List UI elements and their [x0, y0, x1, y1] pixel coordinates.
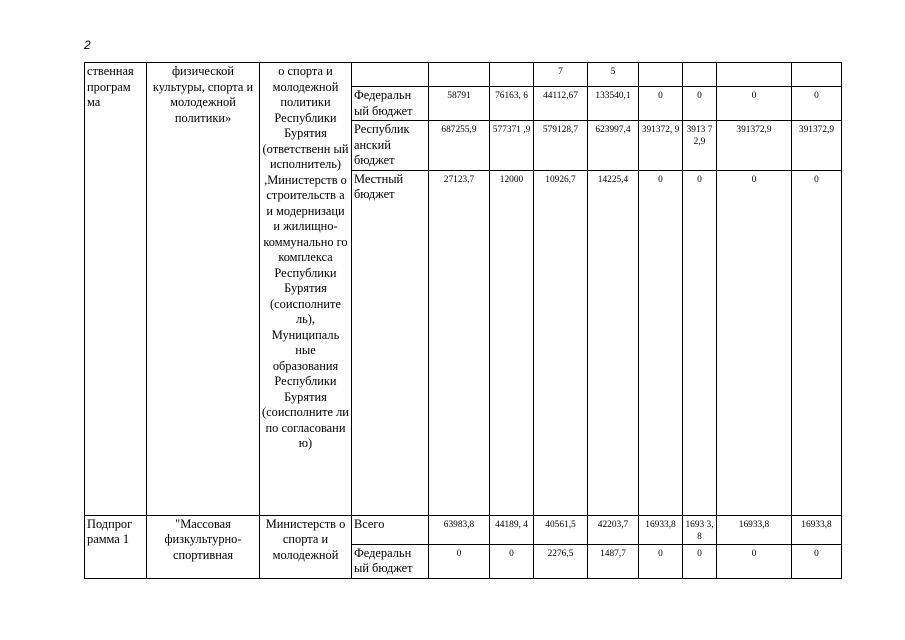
value-cell: 1487,7 [588, 544, 639, 578]
executor-cell: о спорта и молодежной политики Республики Бурятия (ответственн ый исполнитель) ,Министерств о строительств а и модернизаци и жилищно- коммунально го комплекса Республики Бурятия (соисполните ль), Муниципаль ные образования Республики Бурятия (соисполните ли по согласовани ю) [260, 63, 352, 516]
table-row [85, 515, 842, 544]
funding-source: Местный бюджет [352, 170, 429, 515]
header-col-7 [717, 63, 792, 87]
header-col-4: 5 [588, 63, 639, 87]
value-cell: 44189, 4 [490, 515, 534, 544]
header-col-1 [429, 63, 490, 87]
value-cell: 16933,8 [717, 515, 792, 544]
value-cell: 0 [717, 544, 792, 578]
value-cell: 0 [717, 170, 792, 515]
value-cell: 0 [683, 170, 717, 515]
value-cell: 14225,4 [588, 170, 639, 515]
funding-source: Всего [352, 515, 429, 544]
value-cell: 63983,8 [429, 515, 490, 544]
status-cell: Подпрог рамма 1 [85, 515, 147, 578]
value-cell: 42203,7 [588, 515, 639, 544]
value-cell: 0 [792, 544, 842, 578]
value-cell: 76163, 6 [490, 87, 534, 121]
value-cell: 27123,7 [429, 170, 490, 515]
funding-source: Федеральн ый бюджет [352, 544, 429, 578]
value-cell: 2276,5 [534, 544, 588, 578]
header-col-3: 7 [534, 63, 588, 87]
budget-table [84, 62, 842, 579]
page-number: 2 [84, 38, 91, 52]
value-cell: 623997,4 [588, 121, 639, 171]
header-col-2 [490, 63, 534, 87]
value-cell: 16933,8 [792, 515, 842, 544]
value-cell: 0 [792, 87, 842, 121]
value-cell: 16933,8 [639, 515, 683, 544]
value-cell: 133540,1 [588, 87, 639, 121]
value-cell: 40561,5 [534, 515, 588, 544]
value-cell: 0 [683, 544, 717, 578]
value-cell: 0 [429, 544, 490, 578]
program-name-cell: "Массовая физкультурно- спортивная [147, 515, 260, 578]
value-cell: 44112,67 [534, 87, 588, 121]
header-col-5 [639, 63, 683, 87]
value-cell: 58791 [429, 87, 490, 121]
value-cell: 0 [639, 170, 683, 515]
executor-cell: Министерств о спорта и молодежной [260, 515, 352, 578]
value-cell: 0 [639, 87, 683, 121]
value-cell: 0 [717, 87, 792, 121]
value-cell: 10926,7 [534, 170, 588, 515]
header-col-6 [683, 63, 717, 87]
value-cell: 687255,9 [429, 121, 490, 171]
status-cell: ственная програм ма [85, 63, 147, 516]
value-cell: 0 [490, 544, 534, 578]
value-cell: 12000 [490, 170, 534, 515]
value-cell: 391372,9 [792, 121, 842, 171]
value-cell: 3913 72,9 [683, 121, 717, 171]
value-cell: 577371 ,9 [490, 121, 534, 171]
value-cell: 0 [683, 87, 717, 121]
header-col-8 [792, 63, 842, 87]
value-cell: 1693 3,8 [683, 515, 717, 544]
value-cell: 0 [792, 170, 842, 515]
header-row [85, 63, 842, 87]
value-cell: 391372, 9 [639, 121, 683, 171]
value-cell: 0 [639, 544, 683, 578]
funding-source: Федеральн ый бюджет [352, 87, 429, 121]
value-cell: 579128,7 [534, 121, 588, 171]
funding-source: Республик анский бюджет [352, 121, 429, 171]
program-name-cell: физической культуры, спорта и молодежной политики» [147, 63, 260, 516]
value-cell: 391372,9 [717, 121, 792, 171]
source-header-cell [352, 63, 429, 87]
